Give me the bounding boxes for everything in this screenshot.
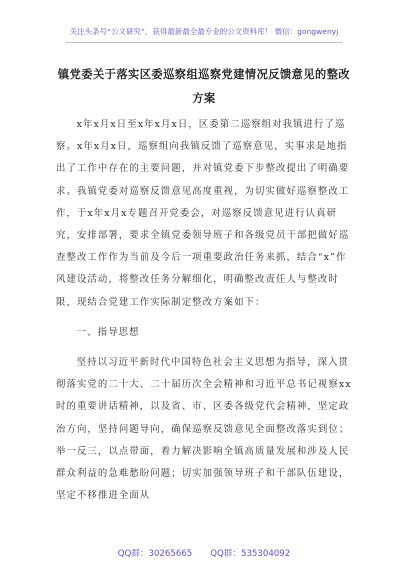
document-body — [56, 114, 354, 507]
intro-paragraph: x年x月x日至x年x月x日，区委第二巡察组对我镇进行了巡察。x年x月x日，巡察组向我镇反馈了巡察意见，实事求是地指出了工作中存在的主要问题，并对镇党委下步整改提出了明确要求。我镇党委对巡察反馈意见高度重视，为切实做好巡察整改工作，于x年x月x专题召开党委会，对巡察反馈意见进行认真研究，安排部署，要求全镇党委领导班子和各级党员干部把做好巡查整改工作作为当前及今后一项重要政治任务来抓，结合“x”作风建设活动，将整改任务分解细化，明确整改责任人与整改时限，现结合党建工作实际制定整改方案如下： — [56, 119, 350, 308]
footer-qq-group-2: QQ群：535304092 — [210, 549, 291, 559]
section-heading-guiding-ideology: 一、指导思想 — [76, 326, 140, 338]
footer-qq-groups — [0, 547, 408, 559]
footer-qq-group-1: QQ群：30265665 — [117, 549, 193, 559]
document-title-line-2: 方案 — [192, 92, 216, 105]
header-banner: 关注头条号“公文研究”，获得最新最全最专业的公文资料库！ 微信：gongwenyj — [69, 27, 339, 36]
guiding-ideology-paragraph: 坚持以习近平新时代中国特色社会主义思想为指导，深入贯彻落实党的二十大、二十届历次全会精神和习近平总书记视察xx时的重要讲话精神，以及省、市、区委各级党代会精神，坚定政治方向，坚持问题导向，确保巡察反馈意见全面整改落实到位；举一反三，以点带面，着力解决影响全镇高质量发展和涉及人民群众利益的急难愁盼问题；切实加强领导班子和干部队伍建设，坚定不移推进全面从 — [56, 357, 352, 502]
document-title — [48, 63, 360, 111]
document-title-line-1: 镇党委关于落实区委巡察组巡察党建情况反馈意见的整改 — [57, 68, 351, 81]
header-divider — [66, 42, 342, 43]
